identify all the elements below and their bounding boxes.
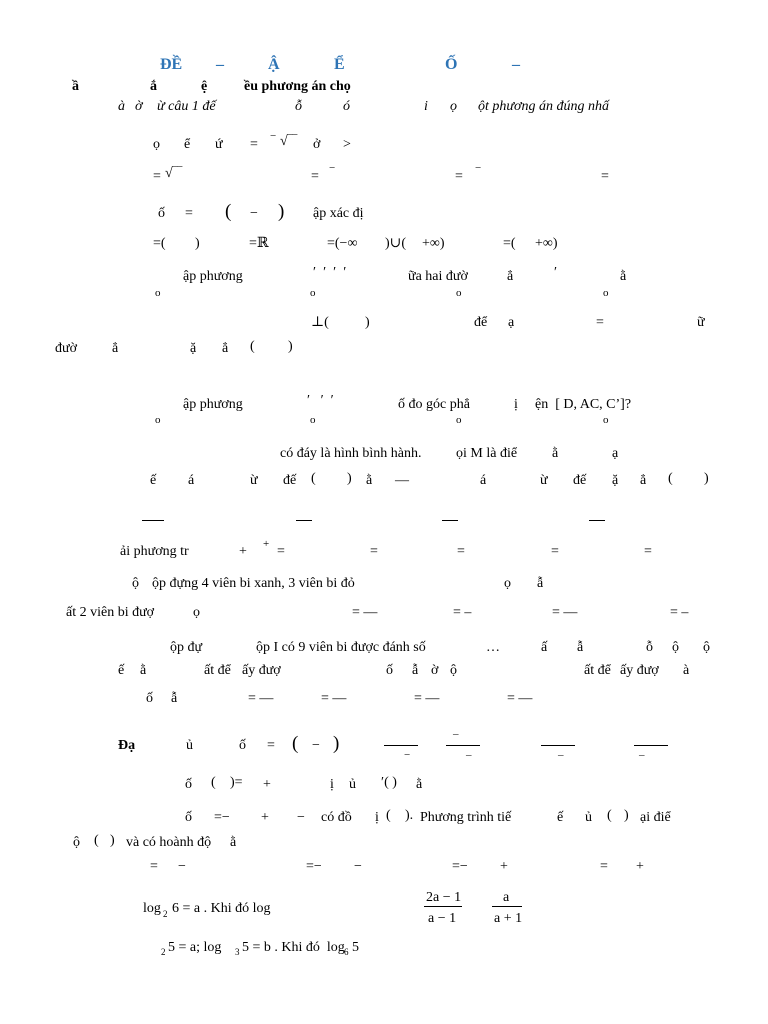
q10-plus: + bbox=[263, 777, 271, 792]
q3-fragment: ẳ bbox=[222, 341, 229, 356]
q3-paren: ) bbox=[365, 315, 370, 330]
instruction-fragment: ừ câu 1 đế bbox=[157, 99, 216, 114]
q2-option-d: =( bbox=[503, 236, 516, 251]
q1-root: √‾‾ bbox=[280, 134, 298, 149]
q8-text: ấy đượ bbox=[242, 663, 281, 678]
q3-fragment: để bbox=[474, 315, 488, 330]
section-fragment: ầ bbox=[72, 79, 79, 94]
q11-option-d: = bbox=[600, 859, 608, 874]
q9-option-d-bar bbox=[634, 745, 668, 746]
q11-paren: ). bbox=[405, 808, 414, 823]
q1-fragment: ở bbox=[313, 137, 321, 152]
q12-option-bar bbox=[424, 906, 462, 907]
q5-fragment: ạ bbox=[612, 446, 619, 461]
q2-option-a: =( bbox=[153, 236, 166, 251]
q3-paren: ( bbox=[250, 339, 255, 354]
q3-fragment: đườ bbox=[55, 341, 77, 356]
q12-log-base: 2 bbox=[163, 909, 168, 919]
title-part: – bbox=[512, 56, 520, 73]
q11-equals-minus: =− bbox=[214, 810, 230, 825]
q4-bullet: o bbox=[456, 414, 462, 426]
q4-bullet: o bbox=[603, 414, 609, 426]
q11-fragment: ế bbox=[557, 810, 564, 825]
q3-primes: ′ ′ ′ ′ bbox=[313, 265, 347, 280]
instruction-fragment: ọ bbox=[450, 99, 457, 114]
q9-option-a-denom: − bbox=[404, 749, 411, 761]
q8-fragment: ẫ bbox=[412, 663, 419, 678]
q8-text: ấy đượ bbox=[620, 663, 659, 678]
q1-option-a-root: √‾‾ bbox=[165, 166, 183, 181]
q5-fragment: ặ bbox=[612, 473, 619, 488]
q8-fragment: ằ bbox=[140, 663, 147, 678]
q9-option-d-denom: – bbox=[639, 749, 645, 761]
q12-option-num: 2a − 1 bbox=[426, 890, 462, 905]
q7-text: ộp đựng 4 viên bi xanh, 3 viên bi đỏ bbox=[152, 576, 355, 591]
q10-paren: ( bbox=[211, 775, 216, 790]
q1-greater: > bbox=[343, 137, 351, 152]
q1-fragment: ọ bbox=[153, 137, 160, 152]
q5-paren: ( bbox=[668, 471, 673, 486]
q1-option-d: = bbox=[601, 169, 609, 184]
q13-log-base: 2 bbox=[161, 947, 166, 957]
q8-option-c: = — bbox=[414, 691, 440, 706]
q3-fragment: ữ bbox=[697, 315, 705, 330]
q5-dash: — bbox=[395, 473, 409, 488]
q8-option-d: = — bbox=[507, 691, 533, 706]
q5-option-b-bar bbox=[296, 520, 312, 521]
q5-option-c-bar bbox=[442, 520, 458, 521]
q8-fragment: à bbox=[683, 663, 690, 678]
q11-fragment: ố bbox=[185, 810, 192, 825]
section-fragment: ắ bbox=[150, 79, 157, 94]
q3-prime: ′ bbox=[554, 265, 558, 280]
q10-fragment: ị bbox=[330, 777, 334, 792]
q13-text: 5 bbox=[352, 940, 359, 955]
q4-bullet: o bbox=[310, 414, 316, 426]
q1-option-a: = bbox=[153, 169, 161, 184]
title-part: – bbox=[216, 56, 224, 73]
q11-fragment: ộ bbox=[73, 835, 80, 850]
q2-option-d: +∞) bbox=[535, 236, 558, 251]
q11-paren: ) bbox=[110, 833, 115, 848]
q13-log-base: 3 bbox=[235, 947, 240, 957]
q3-bullet: o bbox=[456, 287, 462, 299]
q6-option-a: = bbox=[370, 544, 378, 559]
q4-text: ố đo góc phẳ bbox=[398, 397, 470, 412]
q5-option-a-bar bbox=[142, 520, 164, 521]
q3-bullet: o bbox=[310, 287, 316, 299]
q9-option-a-bar bbox=[384, 745, 418, 746]
q4-fragment: ị bbox=[514, 397, 518, 412]
q1-fragment: ể bbox=[184, 137, 191, 152]
q10-fragment: ằ bbox=[416, 777, 423, 792]
q7-fragment: ẫ bbox=[537, 576, 544, 591]
q11-option-b: − bbox=[354, 859, 362, 874]
q3-fragment: ằ bbox=[620, 269, 627, 284]
q3-perp: ⊥( bbox=[311, 315, 329, 330]
q3-fragment: ặ bbox=[190, 341, 197, 356]
q8-fragment: ố bbox=[146, 691, 153, 706]
q2-option-c: )∪( bbox=[385, 236, 407, 251]
q12-option-denom: a − 1 bbox=[428, 911, 457, 926]
instruction-fragment: ỗ bbox=[295, 99, 302, 114]
q9-fragment: ủ bbox=[186, 738, 193, 753]
q5-fragment: á bbox=[480, 473, 487, 488]
q6-plus: + bbox=[239, 544, 247, 559]
q3-paren: ) bbox=[288, 339, 293, 354]
q8-text: ất để bbox=[584, 663, 611, 678]
q5-fragment: đế bbox=[283, 473, 297, 488]
q8-fragment: ế bbox=[118, 663, 125, 678]
section-fragment: ệ bbox=[201, 79, 208, 94]
q2-equals: = bbox=[185, 206, 193, 221]
q8-option-a: = — bbox=[248, 691, 274, 706]
q8-fragment: ờ bbox=[431, 663, 439, 678]
q5-fragment: ừ bbox=[540, 473, 548, 488]
q9-option-b-denom: – bbox=[466, 749, 472, 761]
q9-option-b-num: – bbox=[453, 728, 459, 740]
q6-equals: = bbox=[277, 544, 285, 559]
q10-fragment: ủ bbox=[349, 777, 356, 792]
q10-paren-equals: )= bbox=[230, 775, 243, 790]
q5-fragment: ế bbox=[150, 473, 157, 488]
q1-option-c-exp: − bbox=[475, 162, 482, 174]
q8-fragment: ẫ bbox=[171, 691, 178, 706]
q12-log: log bbox=[143, 901, 161, 916]
q1-option-c: = bbox=[455, 169, 463, 184]
q8-text: ộp I có 9 viên bi được đánh số bbox=[256, 640, 426, 655]
q10-derivative: ′( ) bbox=[381, 775, 397, 790]
q9-option-c-bar bbox=[541, 745, 575, 746]
q1-option-b: = bbox=[311, 169, 319, 184]
q8-text: ộp đự bbox=[170, 640, 203, 655]
q7-fragment: ộ bbox=[132, 576, 139, 591]
q11-plus: + bbox=[261, 810, 269, 825]
q8-fragment: ỗ bbox=[646, 640, 653, 655]
q8-fragment: ộ bbox=[450, 663, 457, 678]
q5-paren: ( bbox=[311, 471, 316, 486]
instruction-fragment: i bbox=[424, 99, 428, 114]
q12-option-denom: a + 1 bbox=[494, 911, 523, 926]
q3-fragment: ẳ bbox=[507, 269, 514, 284]
q9-fragment: ố bbox=[239, 738, 246, 753]
q11-paren: ( bbox=[607, 808, 612, 823]
q2-minus: − bbox=[250, 206, 258, 221]
q8-fragment: ẫ bbox=[577, 640, 584, 655]
title-part: Ố bbox=[445, 56, 458, 73]
q9-minus: − bbox=[312, 738, 320, 753]
q5-text: ọi M là điể bbox=[456, 446, 518, 461]
q11-fragment: ủ bbox=[585, 810, 592, 825]
q4-question: ện [ D, AC, C’]? bbox=[535, 397, 632, 412]
q4-bullet: o bbox=[155, 414, 161, 426]
q11-option-d: + bbox=[636, 859, 644, 874]
q2-text: ập xác đị bbox=[313, 206, 364, 221]
q2-option-a: ) bbox=[195, 236, 200, 251]
q4-primes: ′ ′ ′ bbox=[307, 393, 334, 408]
q7-text: ất 2 viên bi đượ bbox=[66, 605, 155, 620]
q9-label: Đạ bbox=[118, 738, 136, 753]
q10-fragment: ố bbox=[185, 777, 192, 792]
q8-option-b: = — bbox=[321, 691, 347, 706]
instruction-fragment: à bbox=[118, 99, 125, 114]
q1-exponent: − bbox=[270, 130, 277, 142]
q11-fragment: ị bbox=[375, 810, 379, 825]
q9-option-b-bar bbox=[446, 745, 480, 746]
q11-text: ại điể bbox=[640, 810, 671, 825]
q4-text: ập phương bbox=[183, 397, 243, 412]
q11-paren: ( bbox=[386, 808, 391, 823]
q3-text: ập phương bbox=[183, 269, 243, 284]
q1-equals: = bbox=[250, 137, 258, 152]
q13-log-base: 6 bbox=[344, 947, 349, 957]
q3-equals: = bbox=[596, 315, 604, 330]
q5-fragment: ằ bbox=[366, 473, 373, 488]
q12-text: 6 = a . Khi đó log bbox=[172, 901, 271, 916]
q5-fragment: ằ bbox=[552, 446, 559, 461]
q3-bullet: o bbox=[603, 287, 609, 299]
q11-option-c: + bbox=[500, 859, 508, 874]
q2-option-c: =(−∞ bbox=[327, 236, 358, 251]
q3-text: ữa hai đườ bbox=[408, 269, 468, 284]
q1-fragment: ứ bbox=[215, 137, 223, 152]
title-part: Ậ bbox=[268, 56, 280, 73]
q6-option-c: = bbox=[551, 544, 559, 559]
q9-equals: = bbox=[267, 738, 275, 753]
q11-minus: − bbox=[297, 810, 305, 825]
q8-fragment: ố bbox=[386, 663, 393, 678]
q6-plus-exp: + bbox=[263, 538, 270, 550]
q2-fragment: ố bbox=[158, 206, 165, 221]
instruction-text: ột phương án đúng nhấ bbox=[478, 99, 609, 114]
q8-fragment: ộ bbox=[672, 640, 679, 655]
q7-option-c: = — bbox=[552, 605, 578, 620]
q5-fragment: đế bbox=[573, 473, 587, 488]
q5-fragment: ừ bbox=[250, 473, 258, 488]
q3-bullet: o bbox=[155, 287, 161, 299]
q12-option-num: a bbox=[503, 890, 510, 905]
q8-text: ất để bbox=[204, 663, 231, 678]
q3-fragment: ẳ bbox=[112, 341, 119, 356]
q7-fragment: ọ bbox=[504, 576, 511, 591]
instruction-fragment: ó bbox=[343, 99, 350, 114]
q11-text: có đồ bbox=[321, 810, 352, 825]
q11-paren: ) bbox=[624, 808, 629, 823]
q11-paren: ( bbox=[94, 833, 99, 848]
q5-fragment: ẳ bbox=[640, 473, 647, 488]
q7-option-d: = – bbox=[670, 605, 689, 620]
q7-fragment: ọ bbox=[193, 605, 200, 620]
q8-fragment: ấ bbox=[541, 640, 548, 655]
q1-option-b-exp: − bbox=[329, 162, 336, 174]
q6-option-d: = bbox=[644, 544, 652, 559]
q8-ellipsis: … bbox=[486, 640, 500, 655]
q9-option-c-denom: – bbox=[558, 749, 564, 761]
q7-option-b: = – bbox=[453, 605, 472, 620]
q5-paren: ) bbox=[347, 471, 352, 486]
q11-text: và có hoành độ bbox=[126, 835, 212, 850]
q7-option-a: = — bbox=[352, 605, 378, 620]
q11-option-b: =− bbox=[306, 859, 322, 874]
q11-option-a: = bbox=[150, 859, 158, 874]
q2-paren: ( bbox=[225, 201, 232, 222]
q2-option-c: +∞) bbox=[422, 236, 445, 251]
q11-option-c: =− bbox=[452, 859, 468, 874]
q9-paren: ) bbox=[333, 733, 340, 754]
q13-text: 5 = a; log bbox=[168, 940, 222, 955]
instruction-fragment: ờ bbox=[135, 99, 143, 114]
q3-fragment: ạ bbox=[508, 315, 515, 330]
q6-option-b: = bbox=[457, 544, 465, 559]
title-part: Ể bbox=[334, 56, 345, 73]
q5-text: có đáy là hình bình hành. bbox=[280, 446, 422, 461]
q9-paren: ( bbox=[292, 733, 299, 754]
q5-option-d-bar bbox=[589, 520, 605, 521]
q2-paren: ) bbox=[278, 201, 285, 222]
q13-text: 5 = b . Khi đó log bbox=[242, 940, 345, 955]
q11-fragment: ằ bbox=[230, 835, 237, 850]
q11-text: Phương trình tiế bbox=[420, 810, 512, 825]
q5-fragment: á bbox=[188, 473, 195, 488]
section-heading: ều phương án chọ bbox=[244, 79, 351, 94]
q8-fragment: ộ bbox=[703, 640, 710, 655]
title-part: ĐỀ bbox=[160, 56, 183, 73]
q11-option-a: − bbox=[178, 859, 186, 874]
q5-paren: ) bbox=[704, 471, 709, 486]
q2-option-b: =ℝ bbox=[249, 236, 269, 251]
q12-option-bar bbox=[492, 906, 522, 907]
q6-text: ải phương tr bbox=[120, 544, 189, 559]
